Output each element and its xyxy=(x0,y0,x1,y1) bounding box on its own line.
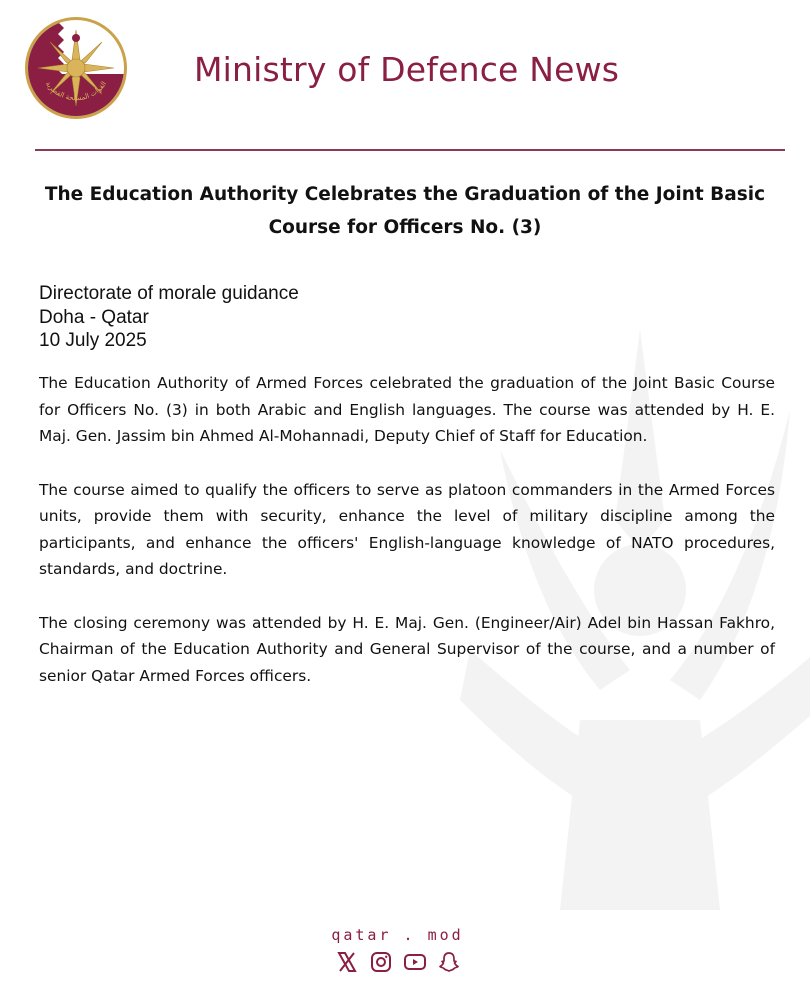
article-location: Doha - Qatar xyxy=(39,306,149,328)
qatar-armed-forces-emblem-icon xyxy=(24,16,128,120)
article-paragraph: The closing ceremony was attended by H. E. Maj. Gen. (Engineer/Air) Adel bin Hassan Fakhro, Chairman of the Education Authority and General Supervisor of the course, and a number of senior Qatar Armed Forces officers. xyxy=(39,613,775,685)
x-icon[interactable] xyxy=(335,950,359,974)
footer xyxy=(330,926,465,974)
article-date: 10 July 2025 xyxy=(39,330,147,351)
snapchat-icon[interactable] xyxy=(437,950,461,974)
site-title: Ministry of Defence News xyxy=(194,50,620,89)
article-headline: The Education Authority Celebrates the Graduation of the Joint Basic Course for Officers No. (3) xyxy=(44,184,766,238)
social-handle: qatar . mod xyxy=(331,926,464,944)
article-meta xyxy=(39,282,299,353)
instagram-icon[interactable] xyxy=(369,950,393,974)
social-links xyxy=(330,950,465,974)
article-paragraph: The course aimed to qualify the officers to serve as platoon commanders in the Armed Forces units, provide them with security, enhance the level of military discipline among the participants, and enhance the officers' English-language knowledge of NATO procedures, standards, and doctrine. xyxy=(39,480,775,578)
header-divider xyxy=(35,149,785,151)
svg-text:القوات المسلحة القطرية: القوات المسلحة القطرية xyxy=(43,79,109,103)
header xyxy=(0,0,810,150)
article-source: Directorate of morale guidance xyxy=(39,283,299,304)
youtube-icon[interactable] xyxy=(403,950,427,974)
article-paragraph: The Education Authority of Armed Forces celebrated the graduation of the Joint Basic Course for Officers No. (3) in both Arabic and English languages. The course was attended by H. E. Maj. Gen. Jassim bin Ahmed Al-Mohannadi, Deputy Chief of Staff for Education. xyxy=(39,374,775,445)
article-body xyxy=(39,370,775,716)
